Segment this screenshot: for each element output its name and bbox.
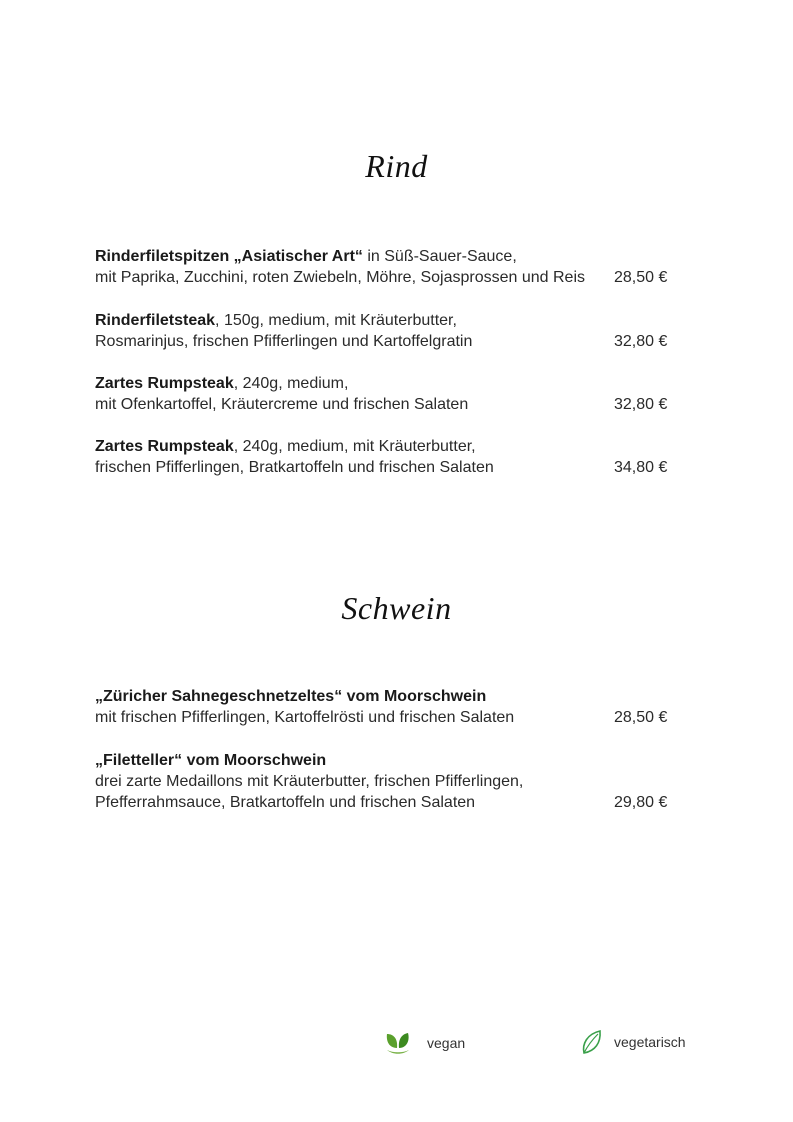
dish-filetteller xyxy=(95,750,675,813)
leaf-outline-icon xyxy=(580,1028,604,1056)
vegan-leaves-icon xyxy=(383,1028,413,1058)
dish-rinderfiletsteak xyxy=(95,310,675,352)
section-title-schwein: Schwein xyxy=(341,590,452,626)
dish-description: mit Paprika, Zucchini, roten Zwiebeln, Möhre, Sojasprossen und Reis xyxy=(95,269,585,286)
dish-name: Zartes Rumpsteak xyxy=(95,375,234,392)
dish-price: 28,50 € xyxy=(614,709,668,726)
legend-vegetarian-label: vegetarisch xyxy=(614,1034,686,1050)
dish-description: in Süß-Sauer-Sauce, xyxy=(362,248,517,265)
dish-description: , 150g, medium, mit Kräuterbutter, xyxy=(215,312,457,329)
dish-description: , 240g, medium, mit Kräuterbutter, xyxy=(233,438,476,455)
dish-zartes-rumpsteak-1 xyxy=(95,373,675,415)
dish-price: 28,50 € xyxy=(614,269,668,286)
section-title-rind: Rind xyxy=(365,148,428,184)
dish-description: , 240g, medium, xyxy=(233,375,349,392)
dish-price: 32,80 € xyxy=(614,396,668,413)
dish-name: Zartes Rumpsteak xyxy=(95,438,234,455)
legend-vegan xyxy=(383,1028,465,1058)
dish-description: frischen Pfifferlingen, Bratkartoffeln und frischen Salaten xyxy=(95,459,494,476)
dish-zartes-rumpsteak-2 xyxy=(95,436,675,478)
dish-rinderfiletspitzen xyxy=(95,246,675,288)
dish-description: mit Ofenkartoffel, Kräutercreme und frischen Salaten xyxy=(95,396,469,413)
legend-vegetarian xyxy=(580,1028,686,1056)
dish-description: Rosmarinjus, frischen Pfifferlingen und Kartoffelgratin xyxy=(95,333,473,350)
dish-description: Pfefferrahmsauce, Bratkartoffeln und frischen Salaten xyxy=(95,794,476,811)
dish-price: 32,80 € xyxy=(614,333,668,350)
dish-name: „Züricher Sahnegeschnetzeltes“ vom Moorschwein xyxy=(95,688,487,705)
dish-name: „Filetteller“ vom Moorschwein xyxy=(95,752,327,769)
dish-name: Rinderfiletsteak xyxy=(95,312,216,329)
dish-name: Rinderfiletspitzen „Asiatischer Art“ xyxy=(95,248,363,265)
dish-price: 29,80 € xyxy=(614,794,668,811)
dish-description: drei zarte Medaillons mit Kräuterbutter, frischen Pfifferlingen, xyxy=(95,773,524,790)
dish-price: 34,80 € xyxy=(614,459,668,476)
dish-zuericher-sahnegeschnetzeltes xyxy=(95,686,675,728)
legend-vegan-label: vegan xyxy=(427,1035,466,1051)
dish-description: mit frischen Pfifferlingen, Kartoffelrösti und frischen Salaten xyxy=(95,709,515,726)
